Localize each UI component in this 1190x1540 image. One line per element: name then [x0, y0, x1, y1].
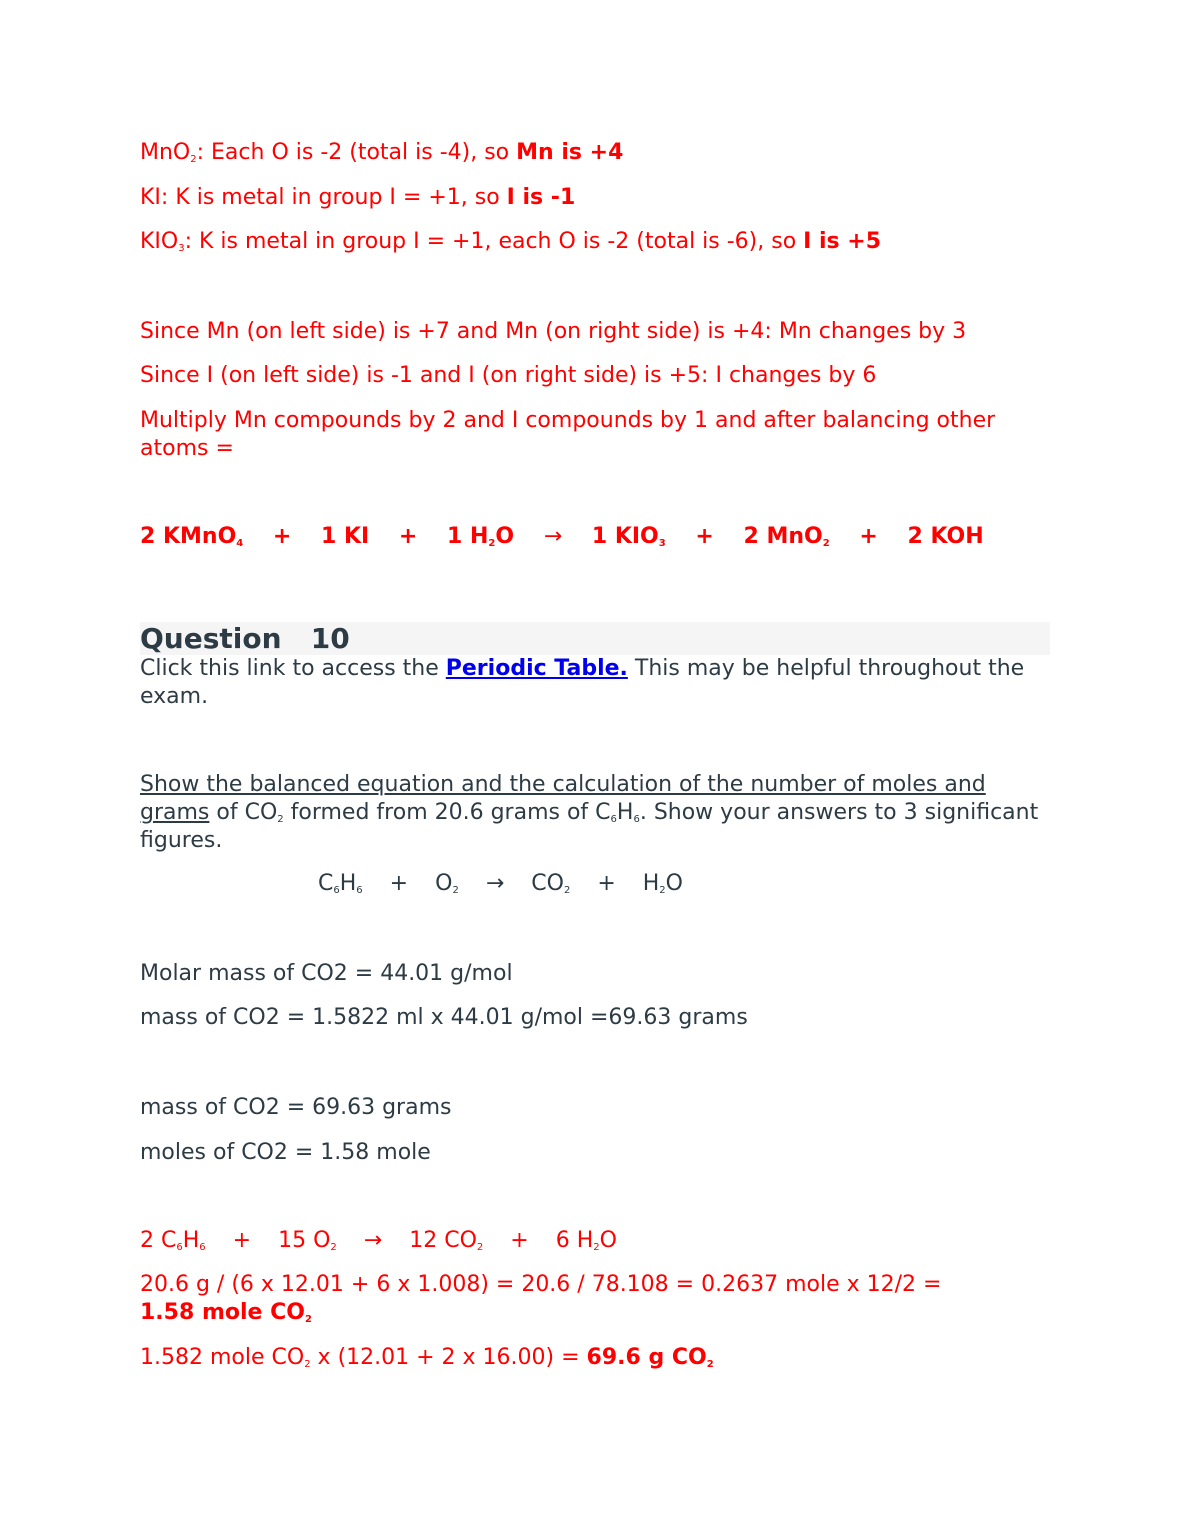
kio3-oxidation-line: [140, 228, 881, 256]
subscript: 2: [822, 538, 830, 549]
key-moles-calculation: [140, 1271, 970, 1327]
reaction-arrow: →: [485, 871, 505, 896]
ki-result: I is -1: [506, 185, 576, 210]
subscript: 6: [199, 1242, 206, 1253]
mno2-oxidation-line: [140, 139, 623, 167]
plus-sign: +: [398, 524, 418, 549]
plus-sign: +: [695, 524, 714, 549]
plus-sign: +: [272, 524, 292, 549]
intro-text: Click this link to access the: [140, 656, 446, 681]
plus-sign: +: [597, 871, 616, 896]
prompt-text: . Show your answers to 3 significant figures.: [140, 800, 1039, 853]
subscript: 2: [452, 885, 459, 896]
h2o-term-o: O: [599, 1228, 617, 1253]
h2o-term-o: O: [665, 871, 683, 896]
plus-sign: +: [389, 871, 409, 896]
mass-calc-line: mass of CO2 = 1.5822 ml x 44.01 g/mol =69.63 grams: [140, 1005, 748, 1030]
prompt-text: formed from 20.6 grams of C: [283, 800, 611, 825]
subscript: 2: [488, 538, 496, 549]
mn-change-line: Since Mn (on left side) is +7 and Mn (on right side) is +4: Mn changes by 3: [140, 319, 967, 344]
moles-result-line: moles of CO2 = 1.58 mole: [140, 1140, 431, 1165]
kio3-term: 1 KIO: [591, 524, 659, 549]
h2o-term: 1 H: [447, 524, 489, 549]
ki-explanation: KI: K is metal in group I = +1, so: [140, 185, 507, 210]
kio3-explanation: : K is metal in group I = +1, each O is -2 (total is -6), so: [184, 229, 804, 254]
prompt-text: of CO: [209, 800, 278, 825]
moles-calc-text: 20.6 g / (6 x 12.01 + 6 x 1.008) = 20.6 / 78.108 = 0.2637 mole x 12/2 =: [140, 1272, 942, 1297]
mno2-explanation: : Each O is -2 (total is -4), so: [196, 140, 517, 165]
subscript: 2: [476, 1242, 484, 1253]
question-intro: [140, 655, 1050, 711]
mass-result-line: mass of CO2 = 69.63 grams: [140, 1095, 452, 1120]
subscript: 4: [236, 538, 244, 549]
subscript: 2: [190, 154, 197, 165]
balanced-equation-redox: [140, 523, 984, 551]
subscript: 2: [593, 1242, 600, 1253]
kio3-formula: KIO: [140, 229, 179, 254]
molar-mass-line: Molar mass of CO2 = 44.01 g/mol: [140, 961, 513, 986]
question-title: Question 10: [140, 622, 350, 655]
subscript: 2: [304, 1314, 312, 1325]
prompt-underlined: Show the balanced equation and the calculation of the number of moles and grams: [140, 772, 986, 825]
subscript: 3: [658, 538, 666, 549]
plus-sign: +: [510, 1228, 529, 1253]
intro-text-after: This may be helpful throughout the exam.: [140, 656, 1025, 709]
co2-term: CO: [531, 871, 564, 896]
multiply-line: Multiply Mn compounds by 2 and I compounds by 1 and after balancing other atoms =: [140, 408, 996, 461]
h2o-term: H: [642, 871, 660, 896]
reaction-arrow: →: [543, 524, 563, 549]
subscript: 2: [563, 885, 571, 896]
subscript: 6: [610, 814, 617, 825]
ki-oxidation-line: [140, 184, 575, 212]
co2-term: 12 CO: [409, 1228, 477, 1253]
mno2-term: 2 MnO: [743, 524, 823, 549]
h2o-term-o: O: [495, 524, 515, 549]
subscript: 2: [659, 885, 666, 896]
subscript: 6: [176, 1242, 183, 1253]
o2-term: O: [435, 871, 453, 896]
prompt-text: H: [616, 800, 634, 825]
mno2-formula: MnO: [140, 140, 191, 165]
mno2-result: Mn is +4: [516, 140, 624, 165]
c6h6-term: 2 C: [140, 1228, 177, 1253]
subscript: 2: [706, 1359, 714, 1370]
o2-term: 15 O: [278, 1228, 331, 1253]
grams-calc-text: x (12.01 + 2 x 16.00) =: [310, 1345, 587, 1370]
kmno4-term: 2 KMnO: [140, 524, 237, 549]
key-grams-calculation: [140, 1344, 714, 1372]
subscript: 6: [633, 814, 640, 825]
ki-term: 1 KI: [321, 524, 370, 549]
c6h6-term-h: H: [339, 871, 357, 896]
i-change-line: Since I (on left side) is -1 and I (on right side) is +5: I changes by 6: [140, 363, 877, 388]
question-header: [140, 622, 1050, 655]
key-balanced-equation: [140, 1227, 617, 1255]
c6h6-term: C: [318, 871, 334, 896]
subscript: 2: [330, 1242, 337, 1253]
plus-sign: +: [859, 524, 878, 549]
grams-calc-text: 1.582 mole CO: [140, 1345, 305, 1370]
c6h6-term-h: H: [182, 1228, 200, 1253]
subscript: 6: [356, 885, 363, 896]
subscript: 2: [304, 1359, 311, 1370]
moles-result: 1.58 mole CO: [140, 1300, 305, 1325]
subscript: 3: [178, 243, 185, 254]
grams-result: 69.6 g CO: [586, 1345, 707, 1370]
question-prompt: [140, 771, 1050, 855]
reaction-arrow: →: [363, 1228, 383, 1253]
h2o-term: 6 H: [555, 1228, 594, 1253]
subscript: 6: [333, 885, 340, 896]
kio3-result: I is +5: [803, 229, 882, 254]
koh-term: 2 KOH: [907, 524, 984, 549]
periodic-table-link[interactable]: Periodic Table.: [445, 656, 628, 681]
subscript: 2: [277, 814, 284, 825]
plus-sign: +: [232, 1228, 252, 1253]
unbalanced-equation: [318, 870, 683, 898]
